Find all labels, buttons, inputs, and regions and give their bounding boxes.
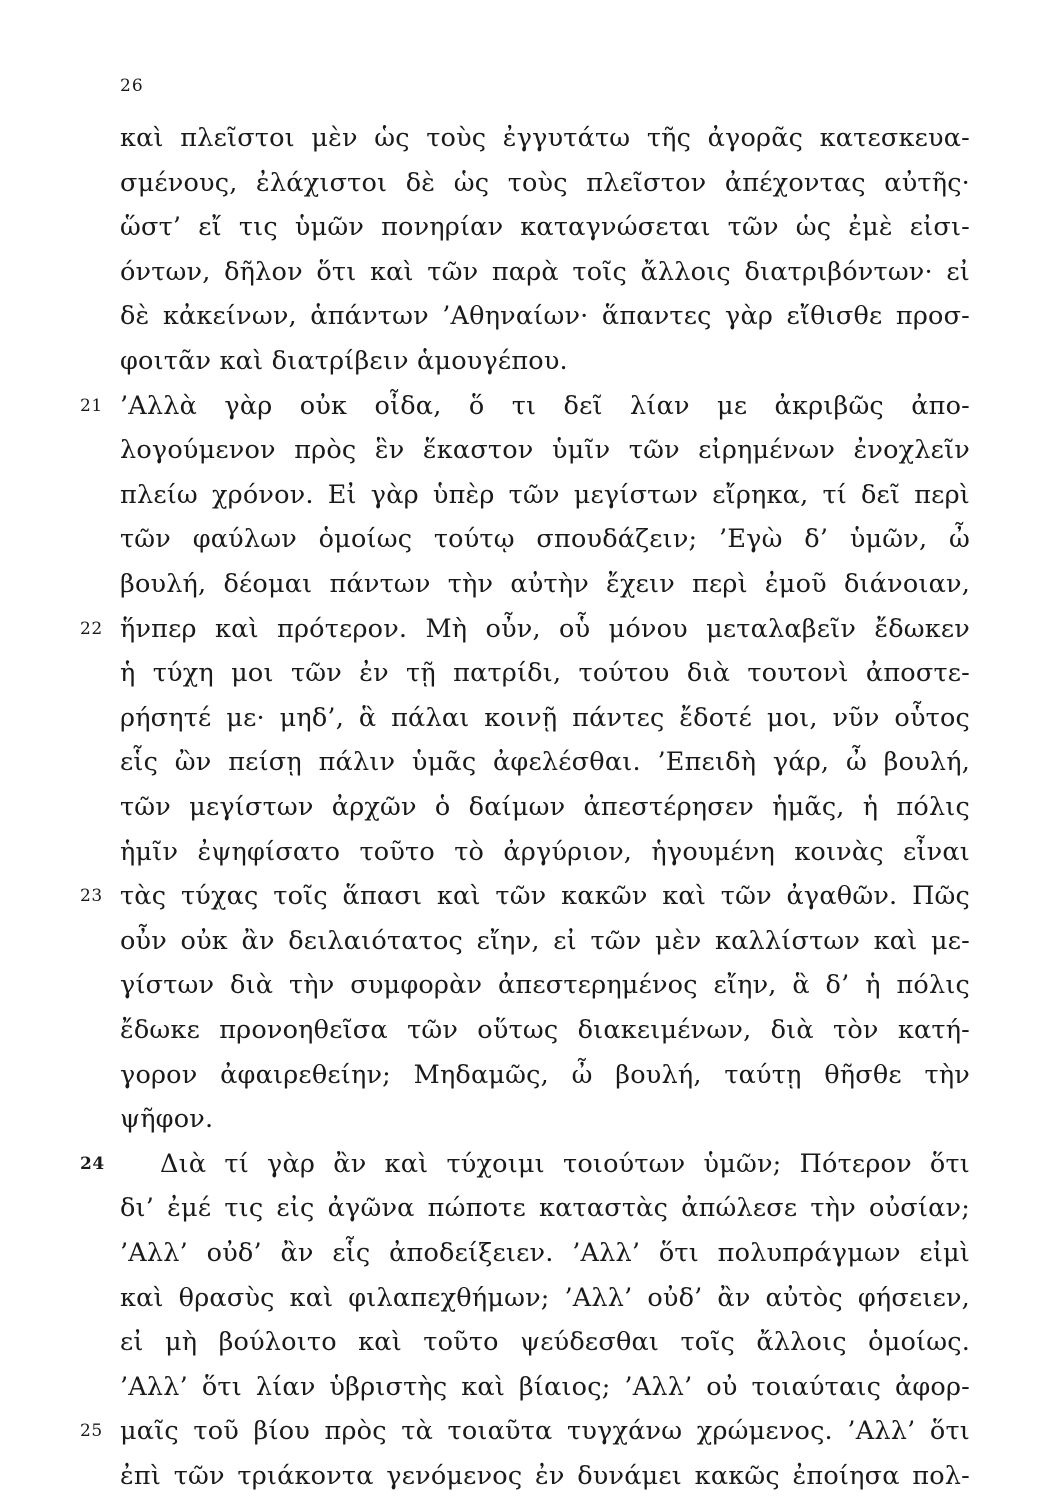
text-line: ἡ τύχη μοι τῶν ἐν τῇ πατρίδι, τούτου διὰ τουτονὶ ἀποστε- (120, 658, 970, 689)
text-line: ’Αλλ’ ὅτι λίαν ὑβριστὴς καὶ βίαιος; ’Αλλ’ οὐ τοιαύταις ἀφορ- (120, 1371, 970, 1402)
text-line: όντων, δῆλον ὅτι καὶ τῶν παρὰ τοῖς ἄλλοις διατριβόντων· εἰ (120, 256, 970, 287)
text-line: ἡμῖν ἐψηφίσατο τοῦτο τὸ ἀργύριον, ἡγουμένη κοινὰς εἶναι (120, 836, 970, 867)
text-line: γορον ἀφαιρεθείην; Μηδαμῶς, ὦ βουλή, ταύτῃ θῆσθε τὴν (120, 1059, 970, 1090)
text-line: ψῆφον. (120, 1104, 214, 1135)
text-line: εἷς ὢν πείσῃ πάλιν ὑμᾶς ἀφελέσθαι. ’Επειδὴ γάρ, ὦ βουλή, (120, 747, 970, 778)
text-line: τῶν μεγίστων ἀρχῶν ὁ δαίμων ἀπεστέρησεν ἡμᾶς, ἡ πόλις (120, 792, 970, 822)
section-number: 22 (80, 618, 103, 639)
text-line: ἥνπερ καὶ πρότερον. Μὴ οὖν, οὗ μόνου μεταλαβεῖν ἔδωκεν (120, 613, 970, 644)
text-line: καὶ θρασὺς καὶ φιλαπεχθήμων; ’Αλλ’ οὐδ’ ἂν αὐτὸς φήσειεν, (120, 1282, 970, 1313)
section-number: 25 (80, 1421, 103, 1442)
section-number: 21 (80, 395, 103, 416)
text-line: Διὰ τί γὰρ ἂν καὶ τύχοιμι τοιούτων ὑμῶν; Πότερον ὅτι (160, 1148, 970, 1179)
text-line: ρήσητέ με· μηδ’, ἃ πάλαι κοινῇ πάντες ἔδοτέ μοι, νῦν οὗτος (120, 702, 970, 733)
text-line: ἔδωκε προνοηθεῖσα τῶν οὕτως διακειμένων, διὰ τὸν κατή- (120, 1015, 970, 1045)
text-line: σμένους, ἐλάχιστοι δὲ ὡς τοὺς πλεῖστον ἀπέχοντας αὐτῆς· (120, 167, 970, 198)
page-number: 26 (120, 76, 144, 96)
text-line: τῶν φαύλων ὁμοίως τούτῳ σπουδάζειν; ’Εγὼ δ’ ὑμῶν, ὦ (120, 524, 970, 555)
text-line: μαῖς τοῦ βίου πρὸς τὰ τοιαῦτα τυγχάνω χρώμενος. ’Αλλ’ ὅτι (120, 1416, 970, 1447)
text-line: ὥστ’ εἴ τις ὑμῶν πονηρίαν καταγνώσεται τῶν ὡς ἐμὲ εἰσι- (120, 212, 970, 243)
text-line: δι’ ἐμέ τις εἰς ἀγῶνα πώποτε καταστὰς ἀπώλεσε τὴν οὐσίαν; (120, 1193, 970, 1224)
text-line: δὲ κἀκείνων, ἁπάντων ’Αθηναίων· ἅπαντες γὰρ εἴθισθε προσ- (120, 301, 970, 332)
text-line: ’Αλλ’ οὐδ’ ἂν εἷς ἀποδείξειεν. ’Αλλ’ ὅτι πολυπράγμων εἰμὶ (120, 1238, 970, 1268)
text-line: φοιτᾶν καὶ διατρίβειν ἁμουγέπου. (120, 346, 568, 376)
text-line: ἐπὶ τῶν τριάκοντα γενόμενος ἐν δυνάμει κακῶς ἐποίησα πολ- (120, 1461, 970, 1491)
text-line: εἰ μὴ βούλοιτο καὶ τοῦτο ψεύδεσθαι τοῖς ἄλλοις ὁμοίως. (120, 1327, 970, 1358)
text-line: τὰς τύχας τοῖς ἅπασι καὶ τῶν κακῶν καὶ τῶν ἀγαθῶν. Πῶς (120, 881, 970, 912)
text-line: λογούμενον πρὸς ἓν ἕκαστον ὑμῖν τῶν εἰρημένων ἐνοχλεῖν (120, 435, 970, 466)
section-number: 24 (80, 1153, 105, 1174)
section-number: 23 (80, 886, 103, 907)
text-line: γίστων διὰ τὴν συμφορὰν ἀπεστερημένος εἴην, ἃ δ’ ἡ πόλις (120, 970, 970, 1001)
text-line: βουλή, δέομαι πάντων τὴν αὐτὴν ἔχειν περὶ ἐμοῦ διάνοιαν, (120, 569, 970, 599)
text-line: πλείω χρόνον. Εἰ γὰρ ὑπὲρ τῶν μεγίστων εἴρηκα, τί δεῖ περὶ (120, 479, 970, 510)
text-line: ’Αλλὰ γὰρ οὐκ οἶδα, ὅ τι δεῖ λίαν με ἀκριβῶς ἀπο- (120, 390, 970, 421)
text-line: καὶ πλεῖστοι μὲν ὡς τοὺς ἐγγυτάτω τῆς ἀγορᾶς κατεσκευα- (120, 123, 970, 153)
text-line: οὖν οὐκ ἂν δειλαιότατος εἴην, εἰ τῶν μὲν καλλίστων καὶ με- (120, 925, 970, 956)
